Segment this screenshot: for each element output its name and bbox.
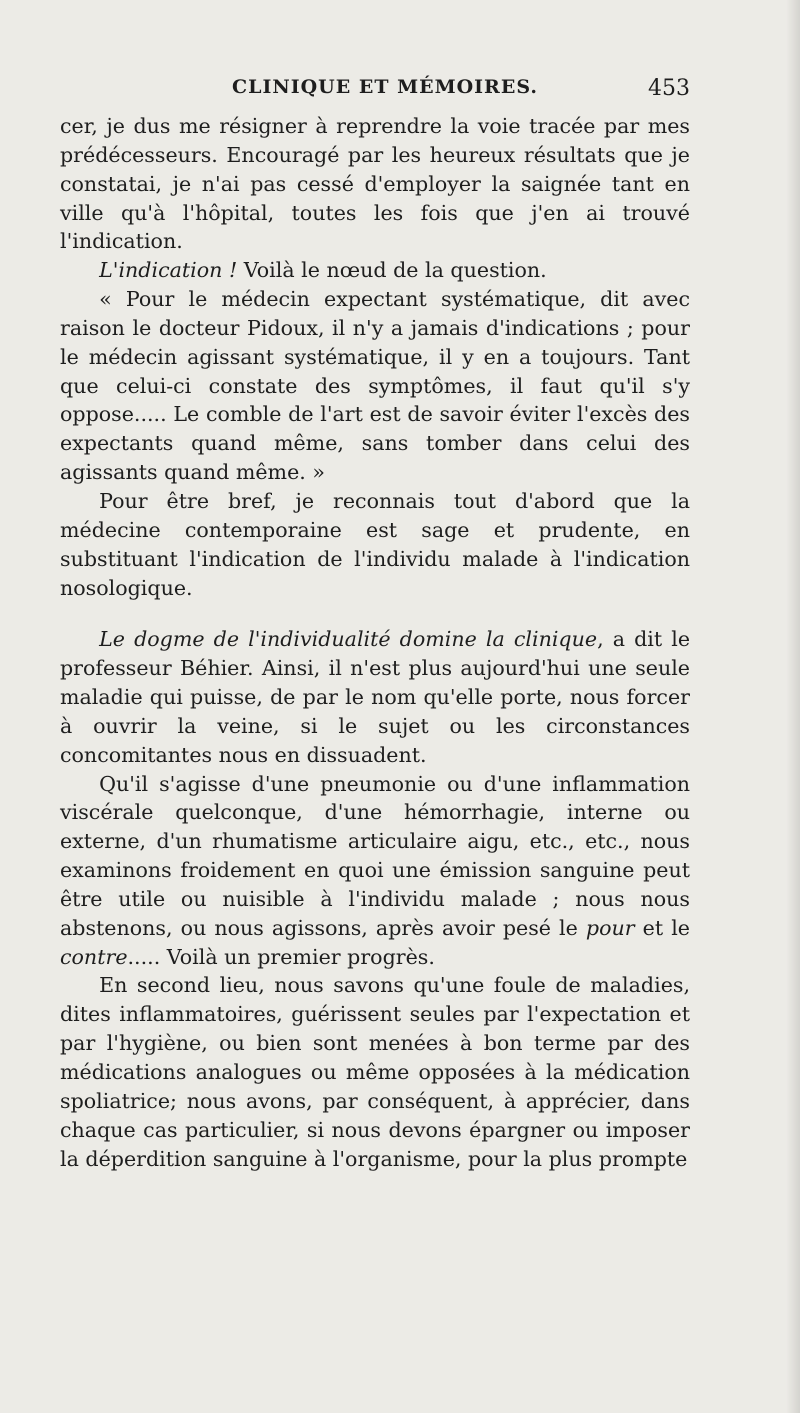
paragraph-7: En second lieu, nous savons qu'une foule de maladies, dites inflammatoires, guérissent seules par l'expectation et par l'hygiène, ou bien sont menées à bon terme par des médications analogues ou même opposées à la médication spoliatrice; nous avons, par conséquent, à apprécier, dans chaque cas particulier, si nous devons épargner ou imposer la déperdition sanguine à l'organisme, pour la plus prompte (60, 973, 690, 1171)
paragraph-6-text-a: Qu'il s'agisse d'une pneumonie ou d'une inflammation viscérale quelconque, d'une hémorrhagie, interne ou externe, d'un rhumatisme articulaire aigu, etc., etc., nous examinons froidement en quoi une émission sanguine peut être utile ou nuisible à l'individu malade ; nous nous abstenons, ou nous agissons, après avoir pesé le (60, 771, 690, 940)
page-number: 453 (648, 76, 690, 101)
paragraph-6 (60, 770, 690, 972)
paragraph-6-text-b: et le (634, 915, 690, 940)
italic-pour: pour (585, 915, 635, 940)
paragraph-5 (60, 625, 690, 769)
italic-dogme: Le dogme de l'individualité domine la clinique (99, 627, 598, 652)
page-edge-shadow (786, 0, 800, 1413)
italic-contre: contre (60, 944, 128, 969)
paragraph-4: Pour être bref, je reconnais tout d'abord que la médecine contemporaine est sage et prudente, en substituant l'indication de l'individu malade à l'indication nosologique. (60, 488, 690, 600)
body-text (60, 112, 690, 1173)
paragraph-5-text: , a dit le professeur Béhier. Ainsi, il n'est plus aujourd'hui une seule maladie qui puisse, de par le nom qu'elle porte, nous forcer à ouvrir la veine, si le sujet ou les circonstances concomitantes nous en dissuadent. (60, 627, 691, 767)
paragraph-6-text-c: ..... Voilà un premier progrès. (127, 944, 435, 969)
paragraph-1: cer, je dus me résigner à reprendre la voie tracée par mes prédécesseurs. Encouragé par les heureux résultats que je constatai, je n'ai pas cessé d'employer la saignée tant en ville qu'à l'hôpital, toutes les fois que j'en ai trouvé l'indication. (60, 114, 690, 254)
running-title: CLINIQUE ET MÉMOIRES. (232, 76, 538, 98)
paragraph-2 (60, 256, 690, 285)
italic-indication: L'indication ! (99, 258, 238, 283)
paragraph-2-text: Voilà le nœud de la question. (237, 258, 547, 283)
running-head (60, 76, 690, 106)
paragraph-3-quote: « Pour le médecin expectant systématique, dit avec raison le docteur Pidoux, il n'y a jamais d'indications ; pour le médecin agissant systématique, il y en a toujours. Tant que celui-ci constate des symptômes, il faut qu'il s'y oppose..... Le comble de l'art est de savoir éviter l'excès des expectants quand même, sans tomber dans celui des agissants quand même. » (60, 287, 690, 485)
